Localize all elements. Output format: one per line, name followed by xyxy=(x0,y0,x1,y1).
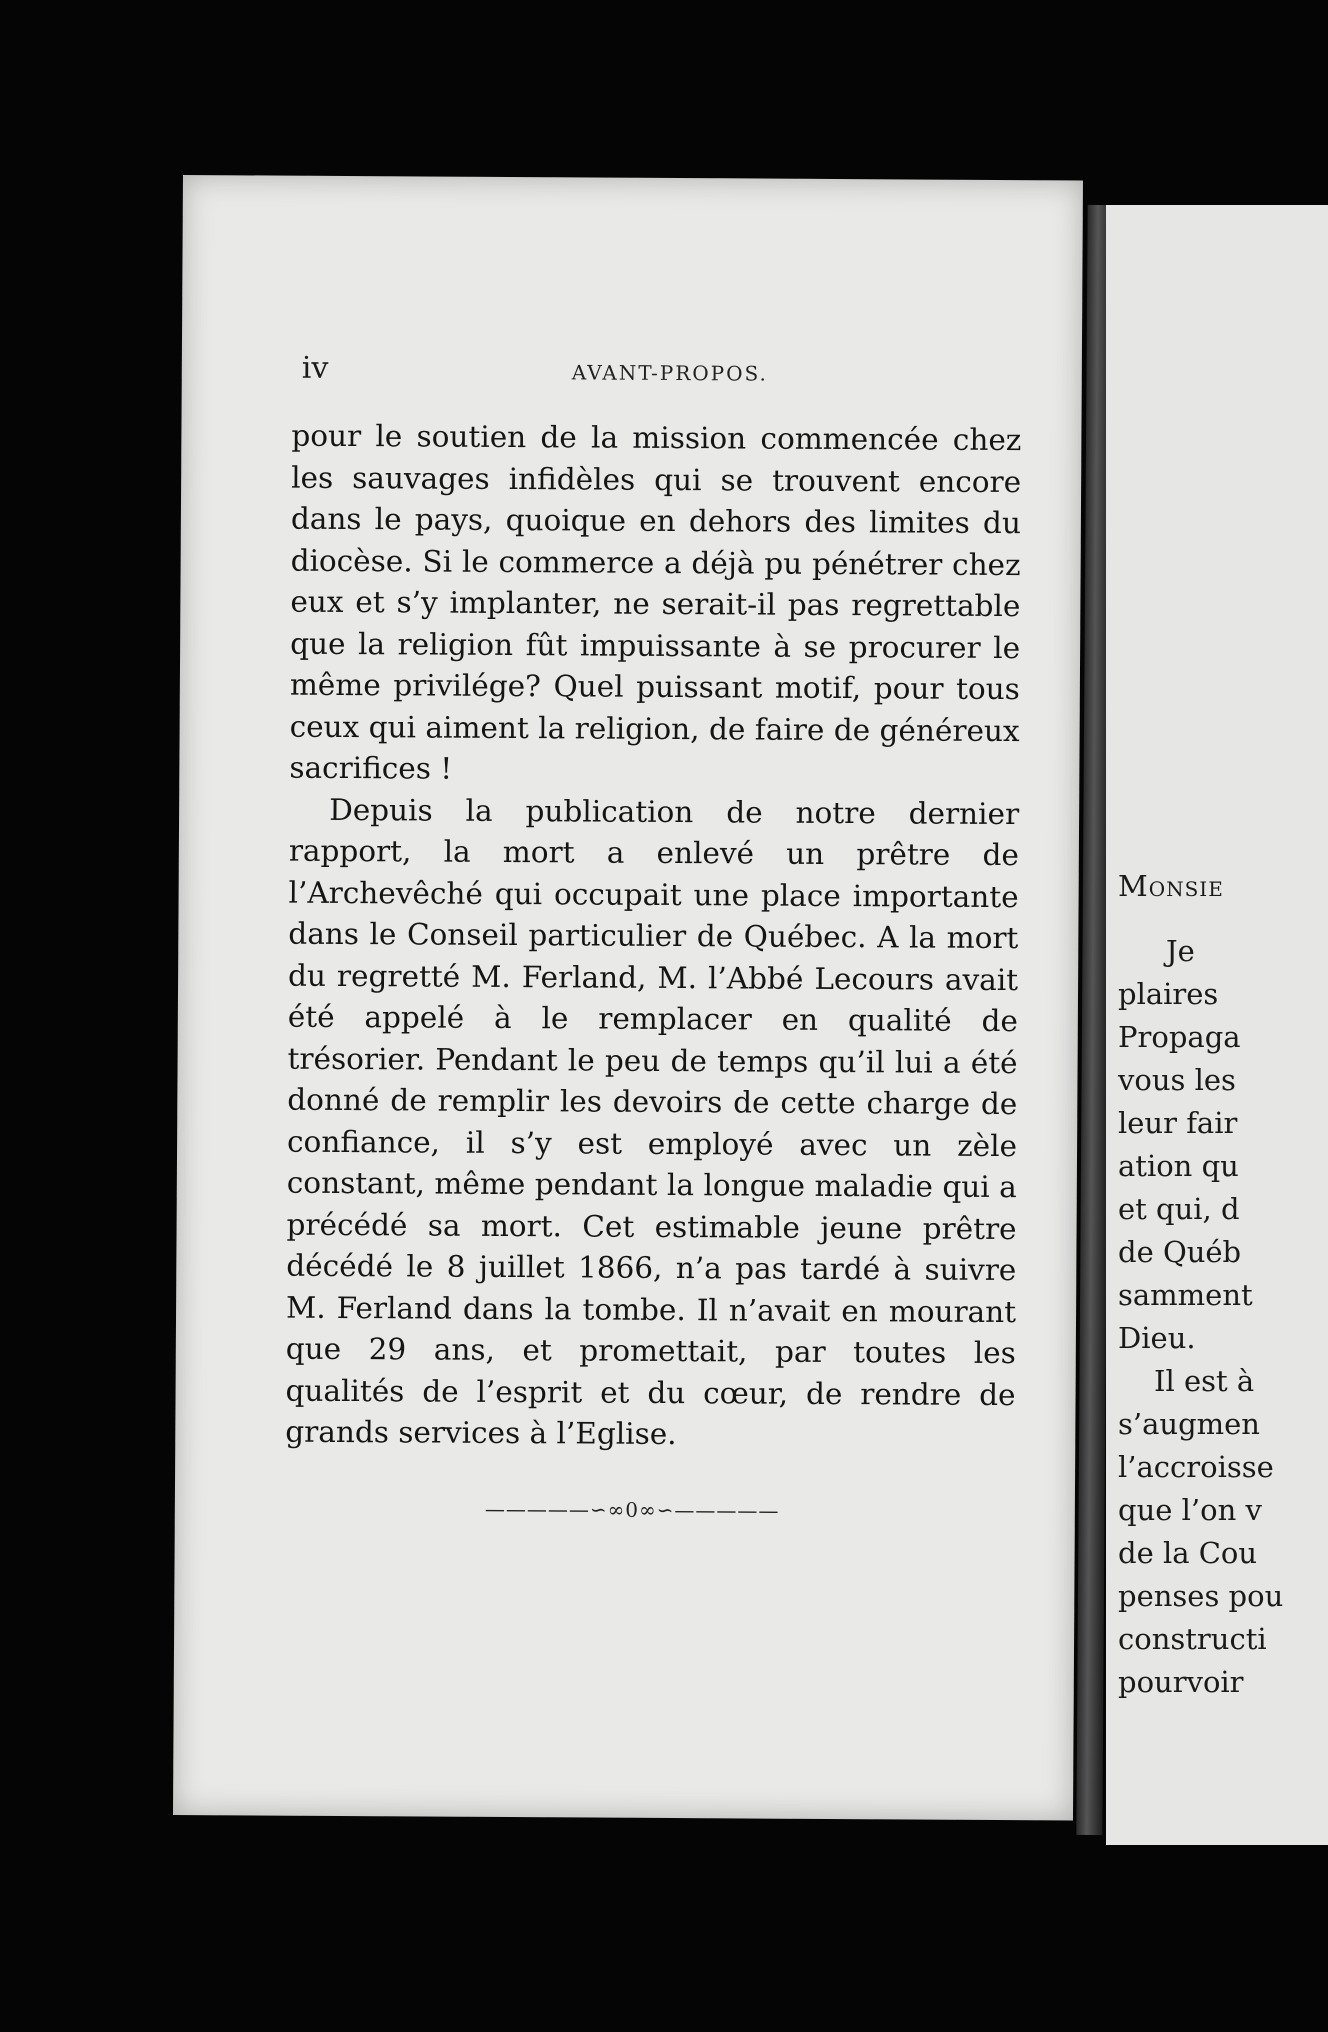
ornament-divider: —————∽∞0∞∽————— xyxy=(484,1496,780,1523)
right-line: plaires xyxy=(1118,977,1219,1011)
right-line: samment xyxy=(1118,1278,1253,1312)
right-line: l’accroisse xyxy=(1118,1450,1274,1484)
right-line: s’augmen xyxy=(1118,1407,1260,1441)
body-text xyxy=(285,416,1021,1458)
right-line: de la Cou xyxy=(1118,1536,1258,1570)
paragraph-2: Depuis la publication de notre dernier rapport, la mort a enlevé un prêtre de l’Archevêché qui occupait une place importante dans le Conseil particulier de Québec. A la mort du regretté M. Ferland, M. l’Abbé Lecours avait été appelé à le remplacer en qualité de trésorier. Pendant le peu de temps qu’il lui a été donné de remplir les devoirs de cette charge de confiance, il s’y est employé avec un zèle constant, même pendant la longue maladie qui a précédé sa mort. Cet estimable jeune prêtre décédé le 8 juillet 1866, n’a pas tardé à suivre M. Ferland dans la tombe. Il n’avait en mourant que 29 ans, et promettait, par toutes les qualités de l’esprit et du cœur, de rendre de grands services à l’Eglise. xyxy=(285,792,1020,1452)
running-title: AVANT-PROPOS. xyxy=(571,360,768,386)
running-head xyxy=(302,351,1002,395)
right-line: Il est à xyxy=(1154,1364,1255,1398)
right-line: ation qu xyxy=(1118,1149,1239,1183)
right-line: leur fair xyxy=(1118,1106,1238,1140)
right-line: que l’on v xyxy=(1118,1493,1262,1527)
right-page-text xyxy=(1118,865,1328,1704)
right-line: vous les xyxy=(1118,1063,1236,1097)
right-page xyxy=(1106,205,1328,1845)
right-line: Monsie xyxy=(1118,869,1224,903)
right-line: et qui, d xyxy=(1118,1192,1240,1226)
right-line: penses pou xyxy=(1118,1579,1284,1613)
right-line: Je xyxy=(1166,934,1195,968)
paragraph-1: pour le soutien de la mission commencée chez les sauvages infidèles qui se trouvent encore dans le pays, quoique en dehors des limites du diocèse. Si le commerce a déjà pu pénétrer chez eux et s’y implanter, ne serait-il pas regrettable que la religion fût impuissante à se procurer le même privilége? Quel puissant motif, pour tous ceux qui aiment la religion, de faire de généreux sacrifices ! xyxy=(289,418,1022,786)
right-line: constructi xyxy=(1118,1622,1267,1656)
left-page xyxy=(173,175,1083,1820)
right-line: pourvoir xyxy=(1118,1665,1244,1699)
page-number: iv xyxy=(301,350,329,386)
right-line: Propaga xyxy=(1118,1020,1241,1054)
right-line: de Québ xyxy=(1118,1235,1242,1269)
right-line: Dieu. xyxy=(1118,1321,1196,1355)
